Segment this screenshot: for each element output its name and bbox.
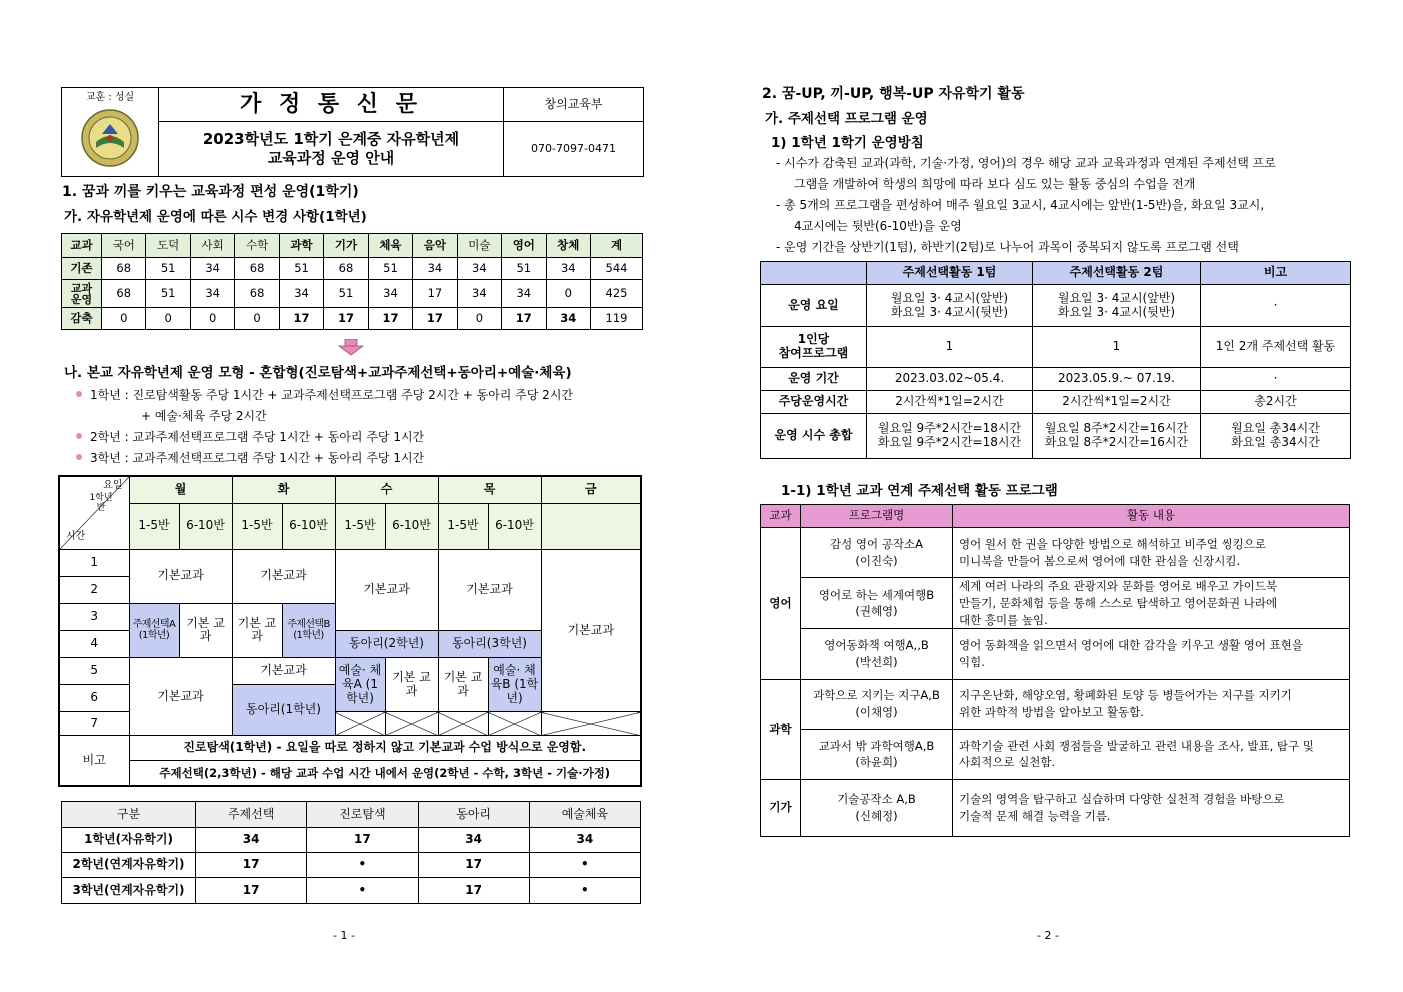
corner-day-label: 요일 bbox=[103, 480, 123, 491]
section-2-heading: 2. 꿈-UP, 끼-UP, 행복-UP 자유학기 활동 bbox=[762, 86, 1025, 102]
summary-cell-0-1: 34 bbox=[196, 828, 307, 853]
wed-p1-3-basic: 기본교과 bbox=[335, 549, 438, 630]
operation-cell-1-2: 1 bbox=[1033, 327, 1201, 368]
summary-row-grade2 bbox=[62, 853, 641, 878]
tue-club-grade1: 동아리(1학년) bbox=[232, 685, 335, 736]
section-1b-heading: 나. 본교 자유학년제 운영 모형 - 혼합형(진로탐색+교과주제선택+동아리+예술·체육) bbox=[64, 365, 572, 381]
policy-line-3: - 총 5개의 프로그램을 편성하여 매주 월요일 3교시, 4교시에는 앞반(1-5반)을, 화요일 3교시, bbox=[776, 198, 1265, 212]
hours-row-operation bbox=[62, 280, 643, 308]
wed-club-grade2: 동아리(2학년) bbox=[335, 630, 438, 657]
program-name: 기술공작소 A,B bbox=[837, 792, 916, 807]
operation-cell-3-0: 주당운영시간 bbox=[761, 391, 867, 414]
operation-cell-3-3: 총2시간 bbox=[1201, 391, 1351, 414]
summary-cell-0-2: 17 bbox=[307, 828, 418, 853]
day-wed: 수 bbox=[335, 476, 438, 503]
summary-cell-0-3: 34 bbox=[418, 828, 529, 853]
empty-slot-wed-a bbox=[335, 712, 385, 736]
program-row bbox=[761, 629, 1350, 679]
hours-cell-1-11: 0 bbox=[546, 280, 590, 308]
hours-cell-1-7: 34 bbox=[368, 280, 412, 308]
school-motto: 교훈 : 성실 bbox=[85, 92, 135, 103]
wed-p5-6-basic: 기본 교과 bbox=[385, 658, 438, 712]
operation-cell-4-0: 운영 시수 총합 bbox=[761, 414, 867, 459]
summary-cell-2-0: 3학년(연계자유학기) bbox=[62, 878, 196, 904]
hours-cell-1-2: 51 bbox=[146, 280, 190, 308]
operation-cell-1-0: 1인당 참여프로그램 bbox=[761, 327, 867, 368]
summary-cell-1-1: 17 bbox=[196, 853, 307, 878]
hours-header-4: 수학 bbox=[235, 234, 279, 258]
tue-p5-basic: 기본교과 bbox=[232, 658, 335, 685]
hours-header-10: 영어 bbox=[502, 234, 546, 258]
operation-header-2: 주제선택활동 2텀 bbox=[1033, 262, 1201, 285]
summary-table bbox=[61, 801, 641, 904]
school-emblem-icon bbox=[78, 108, 142, 168]
program-teacher: (이진숙) bbox=[855, 553, 898, 568]
hours-cell-0-6: 68 bbox=[324, 258, 368, 280]
hours-cell-0-7: 51 bbox=[368, 258, 412, 280]
summary-cell-2-4: • bbox=[529, 878, 640, 904]
hours-header-11: 창체 bbox=[546, 234, 590, 258]
summary-cell-0-0: 1학년(자유학기) bbox=[62, 828, 196, 853]
period-1: 1 bbox=[59, 549, 129, 576]
hours-cell-2-10: 17 bbox=[502, 308, 546, 330]
programs-header-0: 교과 bbox=[761, 505, 801, 528]
corner-time-label: 시간 bbox=[66, 531, 86, 543]
program-description: 영어 동화책을 읽으면서 영어에 대한 감각을 키우고 생활 영어 표현을 익힘. bbox=[953, 629, 1350, 679]
hours-header-9: 미술 bbox=[457, 234, 501, 258]
period-4: 4 bbox=[59, 630, 129, 657]
model-item-grade3: 3학년 : 교과주제선택프로그램 주당 1시간 + 동아리 주당 1시간 bbox=[76, 448, 573, 469]
hours-cell-2-1: 0 bbox=[102, 308, 146, 330]
class-group-mon-a: 1-5반 bbox=[129, 503, 179, 549]
operation-cell-2-3: · bbox=[1201, 368, 1351, 391]
summary-cell-2-2: • bbox=[307, 878, 418, 904]
arrow-down-icon bbox=[338, 339, 364, 356]
subtitle-line-2: 교육과정 운영 안내 bbox=[267, 149, 395, 167]
program-row bbox=[761, 729, 1350, 779]
programs-header-2: 활동 내용 bbox=[953, 505, 1350, 528]
hours-cell-0-4: 68 bbox=[235, 258, 279, 280]
hours-cell-2-0: 감축 bbox=[62, 308, 102, 330]
policy-line-2: 그램을 개발하여 학생의 희망에 따라 보다 심도 있는 활동 중심의 수업을 전개 bbox=[794, 177, 1196, 191]
policy-line-5: - 운영 기간을 상반기(1텀), 하반기(2텀)로 나누어 과목이 중복되지 않도록 프로그램 선택 bbox=[776, 240, 1239, 254]
timetable-corner bbox=[59, 476, 129, 549]
operation-cell-4-3: 월요일 총34시간 화요일 총34시간 bbox=[1201, 414, 1351, 459]
model-item-grade1-cont: + 예술·체육 주당 2시간 bbox=[141, 409, 267, 423]
page-number-2: - 2 - bbox=[1037, 929, 1059, 942]
operation-cell-0-3: · bbox=[1201, 285, 1351, 327]
summary-header-3: 동아리 bbox=[418, 802, 529, 828]
corner-class-label: 1학년 반 bbox=[89, 493, 113, 513]
hours-header-12: 계 bbox=[591, 234, 643, 258]
operation-cell-2-0: 운영 기간 bbox=[761, 368, 867, 391]
operation-cell-3-1: 2시간씩*1일=2시간 bbox=[867, 391, 1033, 414]
program-name-cell bbox=[801, 679, 953, 729]
program-name: 영어동화책 여행A,,B bbox=[824, 638, 929, 653]
model-item-grade2: 2학년 : 교과주제선택프로그램 주당 1시간 + 동아리 주당 1시간 bbox=[76, 427, 573, 448]
hours-cell-1-1: 68 bbox=[102, 280, 146, 308]
phone-number: 070-7097-0471 bbox=[504, 122, 644, 177]
mon-topic-a: 주제선택A (1학년) bbox=[129, 603, 179, 657]
hours-cell-1-8: 17 bbox=[413, 280, 457, 308]
thu-art-b: 예술· 체육B (1학년) bbox=[488, 658, 541, 712]
program-teacher: (박선희) bbox=[855, 654, 898, 669]
summary-row-grade3 bbox=[62, 878, 641, 904]
period-3: 3 bbox=[59, 603, 129, 630]
day-thu: 목 bbox=[438, 476, 541, 503]
summary-header-2: 진로탐색 bbox=[307, 802, 418, 828]
operation-row-days bbox=[761, 285, 1351, 327]
hours-header-2: 도덕 bbox=[146, 234, 190, 258]
program-row bbox=[761, 578, 1350, 629]
timetable-note-1: 진로탐색(1학년) - 요일을 따로 정하지 않고 기본교과 수업 방식으로 운영함. bbox=[129, 736, 641, 761]
class-group-mon-b: 6-10반 bbox=[179, 503, 232, 549]
operation-table bbox=[760, 261, 1351, 459]
hours-cell-1-6: 51 bbox=[324, 280, 368, 308]
header-table bbox=[61, 87, 644, 177]
hours-cell-2-2: 0 bbox=[146, 308, 190, 330]
hours-header-row bbox=[62, 234, 643, 258]
class-group-wed-a: 1-5반 bbox=[335, 503, 385, 549]
operation-cell-2-1: 2023.03.02~05.4. bbox=[867, 368, 1033, 391]
summary-cell-0-4: 34 bbox=[529, 828, 640, 853]
hours-cell-0-0: 기존 bbox=[62, 258, 102, 280]
subtitle-line-1: 2023학년도 1학기 은계중 자유학년제 bbox=[202, 129, 460, 148]
program-row bbox=[761, 779, 1350, 836]
policy-title: 1) 1학년 1학기 운영방침 bbox=[771, 135, 924, 151]
hours-cell-0-9: 34 bbox=[457, 258, 501, 280]
hours-row-existing bbox=[62, 258, 643, 280]
hours-cell-1-5: 34 bbox=[279, 280, 323, 308]
hours-cell-0-12: 544 bbox=[591, 258, 643, 280]
thu-p5-6-basic: 기본 교과 bbox=[438, 658, 488, 712]
hours-cell-0-1: 68 bbox=[102, 258, 146, 280]
operation-cell-1-3: 1인 2개 주제선택 활동 bbox=[1201, 327, 1351, 368]
page-number-1: - 1 - bbox=[333, 929, 355, 942]
mon-p1-2-basic: 기본교과 bbox=[129, 549, 232, 603]
mon-p5-7-basic: 기본교과 bbox=[129, 658, 232, 736]
operation-cell-4-1: 월요일 9주*2시간=18시간 화요일 9주*2시간=18시간 bbox=[867, 414, 1033, 459]
hours-header-5: 과학 bbox=[279, 234, 323, 258]
tue-p1-2-basic: 기본교과 bbox=[232, 549, 335, 603]
class-group-tue-a: 1-5반 bbox=[232, 503, 282, 549]
section-1-heading: 1. 꿈과 끼를 키우는 교육과정 편성 운영(1학기) bbox=[62, 184, 359, 200]
program-name: 감성 영어 공작소A bbox=[830, 536, 923, 551]
hours-cell-0-3: 34 bbox=[190, 258, 234, 280]
programs-table bbox=[760, 504, 1350, 837]
hours-cell-2-4: 0 bbox=[235, 308, 279, 330]
thu-p1-3-basic: 기본교과 bbox=[438, 549, 541, 630]
department: 창의교육부 bbox=[504, 88, 644, 122]
program-description: 세계 여러 나라의 주요 관광지와 문화를 영어로 배우고 가이드북 만들기, 문화체험 등을 통해 스스로 탐색하고 영어문화권 나라에 대한 흥미를 높임. bbox=[953, 578, 1350, 629]
hours-header-6: 기가 bbox=[324, 234, 368, 258]
program-teacher: (신혜정) bbox=[855, 808, 898, 823]
operation-row-period bbox=[761, 368, 1351, 391]
program-name-cell bbox=[801, 629, 953, 679]
program-teacher: (권혜영) bbox=[855, 604, 898, 619]
tue-topic-b: 주제선택B (1학년) bbox=[282, 603, 335, 657]
policy-lines bbox=[776, 153, 1356, 258]
hours-header-1: 국어 bbox=[102, 234, 146, 258]
hours-header-8: 음악 bbox=[413, 234, 457, 258]
program-description: 영어 원서 한 권을 다양한 방법으로 해석하고 비주얼 씽킹으로 미니북을 만들어 봄으로써 영어에 대한 관심을 신장시킴. bbox=[953, 528, 1350, 578]
summary-cell-1-0: 2학년(연계자유학기) bbox=[62, 853, 196, 878]
empty-slot-fri bbox=[541, 712, 641, 736]
day-tue: 화 bbox=[232, 476, 335, 503]
hours-header-3: 사회 bbox=[190, 234, 234, 258]
programs-header-row bbox=[761, 505, 1350, 528]
wed-art-a: 예술· 체육A (1학년) bbox=[335, 658, 385, 712]
hours-cell-1-9: 34 bbox=[457, 280, 501, 308]
program-name: 과학으로 지키는 지구A,B bbox=[813, 688, 940, 703]
program-row bbox=[761, 679, 1350, 729]
operation-cell-1-1: 1 bbox=[867, 327, 1033, 368]
hours-cell-1-4: 68 bbox=[235, 280, 279, 308]
policy-line-1: - 시수가 감축된 교과(과학, 기술·가정, 영어)의 경우 해당 교과 교육과정과 연계된 주제선택 프로 bbox=[776, 156, 1276, 170]
hours-cell-1-10: 34 bbox=[502, 280, 546, 308]
summary-header-row bbox=[62, 802, 641, 828]
empty-slot-thu-a bbox=[438, 712, 488, 736]
mon-p3-4-basic: 기본 교과 bbox=[179, 603, 232, 657]
timetable bbox=[58, 475, 642, 787]
operation-cell-2-2: 2023.05.9.~ 07.19. bbox=[1033, 368, 1201, 391]
hours-cell-2-6: 17 bbox=[324, 308, 368, 330]
hours-cell-2-9: 0 bbox=[457, 308, 501, 330]
program-description: 기술의 영역을 탐구하고 실습하며 다양한 실천적 경험을 바탕으로 기술적 문제 해결 능력을 기름. bbox=[953, 779, 1350, 836]
period-5: 5 bbox=[59, 658, 129, 685]
summary-row-grade1 bbox=[62, 828, 641, 853]
program-name-cell bbox=[801, 578, 953, 629]
summary-cell-2-3: 17 bbox=[418, 878, 529, 904]
operation-row-weekly bbox=[761, 391, 1351, 414]
program-name-cell bbox=[801, 779, 953, 836]
hours-cell-0-11: 34 bbox=[546, 258, 590, 280]
operation-cell-4-2: 월요일 8주*2시간=16시간 화요일 8주*2시간=16시간 bbox=[1033, 414, 1201, 459]
program-name-cell bbox=[801, 528, 953, 578]
period-6: 6 bbox=[59, 685, 129, 712]
operation-row-programs bbox=[761, 327, 1351, 368]
hours-cell-2-8: 17 bbox=[413, 308, 457, 330]
operation-row-total bbox=[761, 414, 1351, 459]
empty-slot-wed-b bbox=[385, 712, 438, 736]
policy-line-4: 4교시에는 뒷반(6-10반)을 운영 bbox=[794, 219, 962, 233]
program-description: 과학기술 관련 사회 쟁점들을 발굴하고 관련 내용을 조사, 발표, 탐구 및 사회적으로 실천함. bbox=[953, 729, 1350, 779]
program-name: 영어로 하는 세계여행B bbox=[818, 587, 935, 602]
empty-slot-thu-b bbox=[488, 712, 541, 736]
operation-header-3: 비고 bbox=[1201, 262, 1351, 285]
hours-header-0: 교과 bbox=[62, 234, 102, 258]
hours-cell-0-8: 34 bbox=[413, 258, 457, 280]
operation-cell-0-2: 월요일 3· 4교시(앞반) 화요일 3· 4교시(뒷반) bbox=[1033, 285, 1201, 327]
timetable-note-label: 비고 bbox=[59, 736, 129, 786]
thu-club-grade3: 동아리(3학년) bbox=[438, 630, 541, 657]
section-2a-heading: 가. 주제선택 프로그램 운영 bbox=[765, 111, 928, 127]
period-2: 2 bbox=[59, 576, 129, 603]
program-teacher: (이채영) bbox=[855, 705, 898, 720]
hours-cell-2-7: 17 bbox=[368, 308, 412, 330]
hours-header-7: 체육 bbox=[368, 234, 412, 258]
operation-header-0 bbox=[761, 262, 867, 285]
section-1a-heading: 가. 자유학년제 운영에 따른 시수 변경 사항(1학년) bbox=[64, 209, 367, 225]
class-group-wed-b: 6-10반 bbox=[385, 503, 438, 549]
class-group-thu-a: 1-5반 bbox=[438, 503, 488, 549]
program-row bbox=[761, 528, 1350, 578]
day-mon: 월 bbox=[129, 476, 232, 503]
summary-cell-1-4: • bbox=[529, 853, 640, 878]
hours-cell-2-3: 0 bbox=[190, 308, 234, 330]
operation-cell-0-0: 운영 요일 bbox=[761, 285, 867, 327]
program-name-cell bbox=[801, 729, 953, 779]
hours-row-reduction bbox=[62, 308, 643, 330]
hours-cell-2-12: 119 bbox=[591, 308, 643, 330]
summary-header-0: 구분 bbox=[62, 802, 196, 828]
hours-cell-1-12: 425 bbox=[591, 280, 643, 308]
model-list bbox=[76, 385, 573, 469]
program-subject-0: 영어 bbox=[761, 528, 801, 679]
program-teacher: (하윤희) bbox=[855, 755, 898, 770]
hours-table bbox=[61, 233, 643, 330]
hours-cell-2-5: 17 bbox=[279, 308, 323, 330]
operation-cell-3-2: 2시간씩*1일=2시간 bbox=[1033, 391, 1201, 414]
program-subject-2: 기가 bbox=[761, 779, 801, 836]
day-fri: 금 bbox=[541, 476, 641, 503]
summary-header-4: 예술체육 bbox=[529, 802, 640, 828]
hours-cell-1-0: 교과 운영 bbox=[62, 280, 102, 308]
class-group-tue-b: 6-10반 bbox=[282, 503, 335, 549]
period-7: 7 bbox=[59, 712, 129, 736]
program-subject-1: 과학 bbox=[761, 679, 801, 779]
timetable-note-2: 주제선택(2,3학년) - 해당 교과 수업 시간 내에서 운영(2학년 - 수학, 3학년 - 기술·가정) bbox=[129, 761, 641, 786]
summary-header-1: 주제선택 bbox=[196, 802, 307, 828]
operation-cell-0-1: 월요일 3· 4교시(앞반) 화요일 3· 4교시(뒷반) bbox=[867, 285, 1033, 327]
class-group-thu-b: 6-10반 bbox=[488, 503, 541, 549]
hours-cell-0-2: 51 bbox=[146, 258, 190, 280]
summary-cell-2-1: 17 bbox=[196, 878, 307, 904]
hours-cell-0-10: 51 bbox=[502, 258, 546, 280]
document-subtitle bbox=[159, 122, 504, 177]
operation-header-row bbox=[761, 262, 1351, 285]
operation-header-1: 주제선택활동 1텀 bbox=[867, 262, 1033, 285]
school-emblem-cell bbox=[62, 88, 159, 177]
program-name: 교과서 밖 과학여행A,B bbox=[818, 738, 935, 753]
hours-cell-0-5: 51 bbox=[279, 258, 323, 280]
programs-title: 1-1) 1학년 교과 연계 주제선택 활동 프로그램 bbox=[781, 483, 1058, 499]
model-item-grade1: 1학년 : 진로탐색활동 주당 1시간 + 교과주제선택프로그램 주당 2시간 + 동아리 주당 2시간 bbox=[76, 385, 573, 406]
tue-p3-4-basic: 기본 교과 bbox=[232, 603, 282, 657]
document-title: 가 정 통 신 문 bbox=[159, 88, 504, 122]
hours-cell-1-3: 34 bbox=[190, 280, 234, 308]
summary-cell-1-3: 17 bbox=[418, 853, 529, 878]
fri-basic: 기본교과 bbox=[541, 549, 641, 711]
summary-cell-1-2: • bbox=[307, 853, 418, 878]
programs-header-1: 프로그램명 bbox=[801, 505, 953, 528]
class-group-fri bbox=[541, 503, 641, 549]
hours-cell-2-11: 34 bbox=[546, 308, 590, 330]
program-description: 지구온난화, 해양오염, 황폐화된 토양 등 병들어가는 지구를 지키기 위한 과학적 방법을 알아보고 활동함. bbox=[953, 679, 1350, 729]
